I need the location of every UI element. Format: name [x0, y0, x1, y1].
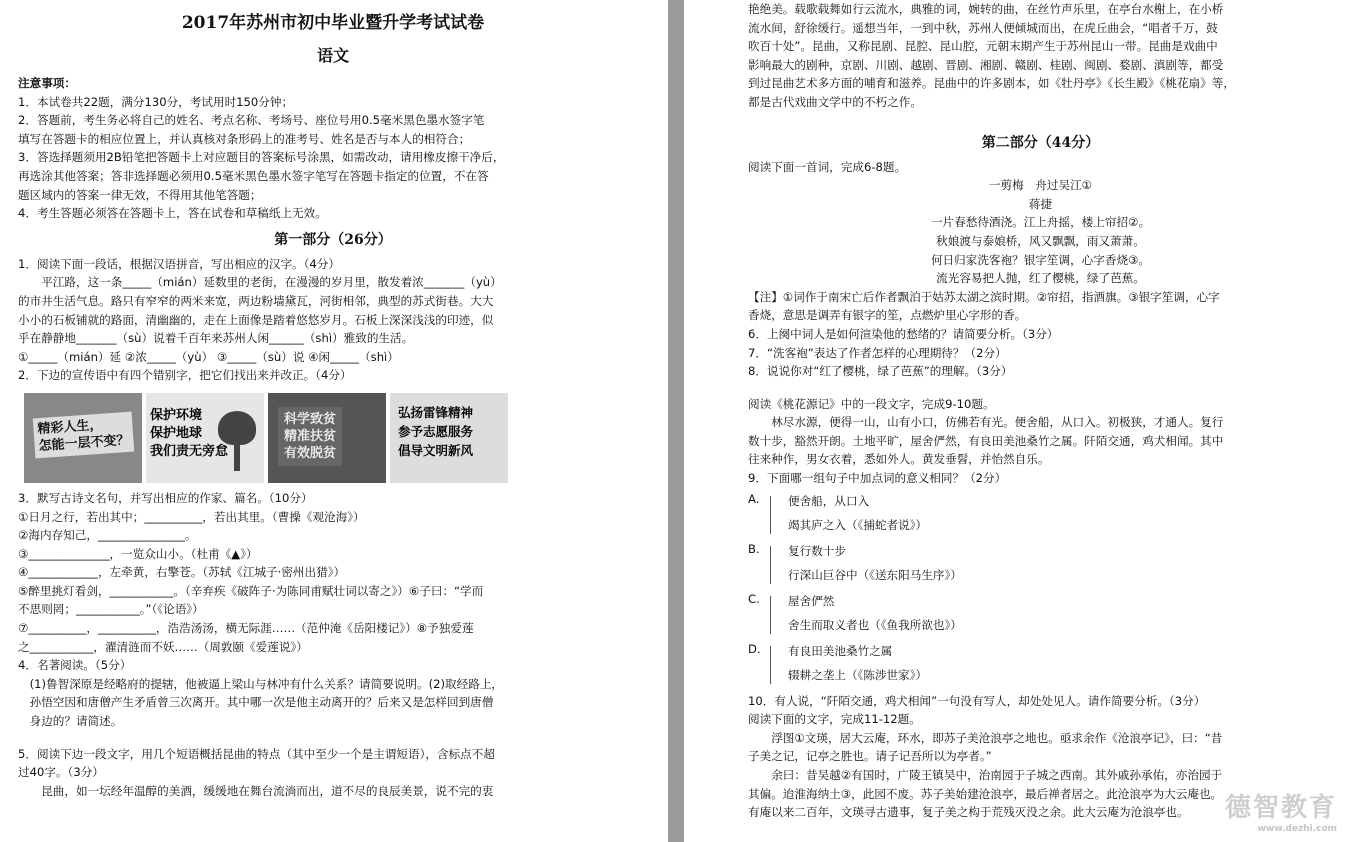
q3-line: ④____________，左牵黄，右擎苍。（苏轼《江城子·密州出猎》）	[18, 565, 346, 580]
canglang-line: 余曰：昔吴越②有国时，广陵王镇吴中，治南园于子城之西南。其外戚孙承佑，亦治园于	[771, 768, 1223, 783]
brace-icon	[770, 546, 779, 584]
exam-subject: 语文	[316, 46, 349, 65]
choice-sentence: 辍耕之垄上（《陈涉世家》）	[788, 667, 928, 682]
q6-prompt: 6．上阕中词人是如何渲染他的愁绪的？请简要分析。（3分）	[748, 326, 1059, 341]
taohuayuan-line: 数十步，豁然开朗。土地平旷，屋舍俨然，有良田美池桑竹之属。阡陌交通，鸡犬相闻。其中	[748, 433, 1224, 448]
q1-passage-line: 的市井生活气息。路只有窄窄的两米来宽，两边粉墙黛瓦，河街相邻，典型的苏式街巷。大大	[18, 293, 494, 308]
slogan-text: 我们责无旁怠	[150, 443, 229, 459]
kunqu-line: 都是古代戏曲文学中的不朽之作。	[748, 94, 922, 109]
q3-line: ⑦__________，__________，浩浩汤汤，横无际涯……（范仲淹《岳阳楼记》）⑧予独爱莲	[18, 621, 474, 636]
q3-line: 之___________，濯清涟而不妖……（周敦颐《爱莲说》）	[18, 639, 308, 654]
q8-prompt: 8．说说你对“红了樱桃，绿了芭蕉”的理解。（3分）	[748, 364, 1013, 379]
slogan-text: 保护地球	[150, 425, 203, 441]
q5-prompt: 过40字。（3分）	[18, 765, 104, 780]
q3-line: ①日月之行，若出其中；__________，若出其里。（曹操《观沧海》）	[18, 509, 365, 524]
slogan-photo-2	[146, 393, 264, 483]
q1-passage-line: 小小的石板铺就的路面，清幽幽的，走在上面像是踏着悠悠岁月。石板上深深浅浅的印迹，似	[18, 312, 494, 327]
notice-line: 再选涂其他答案；答非选择题必须用0.5毫米黑色墨水签字笔写在答题卡指定的位置，不在答	[18, 168, 489, 183]
q4-prompt: 4．名著阅读。（5分）	[18, 658, 132, 673]
q4-line: 孙悟空因和唐僧产生矛盾曾三次离开。其中哪一次是他主动离开的？后来又是怎样回到唐僧	[29, 695, 494, 710]
poem-intro: 阅读下面一首词，完成6-8题。	[748, 159, 907, 174]
brace-icon	[770, 646, 779, 684]
choice-sentence: 舍生而取义者也（《鱼我所欲也》）	[788, 617, 962, 632]
part2-heading: 第二部分（44分）	[981, 134, 1100, 151]
poem-note: 香烧，意思是调弄有银字的笙，点燃炉里心字形的香。	[748, 308, 1027, 323]
watermark-logo	[1225, 787, 1337, 834]
q1-passage-line: 乎在静静地_______（sù）说着千百年来苏州人闲______（shì）雅致的生活。	[18, 331, 414, 346]
brace-icon	[770, 596, 779, 634]
watermark-url: www.dezhi.com	[1257, 824, 1337, 834]
page-gutter	[668, 0, 684, 842]
notice-line: 2．答题前，考生务必将自己的姓名、考点名称、考场号、座位号用0.5毫米黑色墨水签字笔	[18, 113, 485, 128]
poem-line: 一片春愁待酒浇。江上舟摇，楼上帘招②。	[930, 215, 1151, 230]
q1-prompt: 1．阅读下面一段话，根据汉语拼音，写出相应的汉字。（4分）	[18, 256, 340, 271]
poem-line: 流光容易把人抛，红了樱桃，绿了芭蕉。	[936, 271, 1145, 286]
choice-label: C.	[748, 591, 760, 606]
kunqu-line: 影响最大的剧种，京剧、川剧、越剧、晋剧、湘剧、赣剧、桂剧、闽剧、婺剧、滇剧等，都受	[748, 57, 1224, 72]
slogan-photo-1	[24, 393, 142, 483]
kunqu-line: 吹百十处”。昆曲，又称昆剧、昆腔、昆山腔，元朝末期产生于苏州昆山一带。昆曲是戏曲中	[748, 39, 1218, 54]
slogan-text: 科学致贫	[284, 411, 337, 427]
notice-line: 1．本试卷共22题，满分130分，考试用时150分钟；	[18, 94, 294, 109]
notice-line: 填写在答题卡的相应位置上，并认真核对条形码上的准考号、姓名是否与本人的相符合；	[18, 131, 471, 146]
slogan-photo-3	[268, 393, 386, 483]
kunqu-line: 艳绝美。载歌载舞如行云流水，典雅的词，婉转的曲，在丝竹声乐里，在亭台水榭上，在小桥	[748, 2, 1224, 16]
choice-sentence: 屋舍俨然	[788, 593, 835, 608]
slogan-text: 精准扶贫	[284, 428, 337, 444]
choice-sentence: 有良田美池桑竹之属	[788, 643, 893, 658]
canglang-line: 其偏。迨淮海纳土③，此园不废。苏子美始建沧浪亭，最后禅者居之。此沧浪亭为大云庵也。	[748, 786, 1223, 801]
choice-label: A.	[748, 491, 760, 506]
q5-passage-line: 昆曲，如一坛经年温醇的美酒，缓缓地在舞台流淌而出，道不尽的良辰美景，说不完的衷	[41, 783, 494, 798]
q9-prompt: 9．下面哪一组句子中加点词的意义相同？（2分）	[748, 471, 1007, 486]
notice-heading: 注意事项：	[18, 76, 76, 90]
q11-intro: 阅读下面的文字，完成11-12题。	[748, 712, 921, 727]
slogan-text: 怎能一层不变？	[38, 432, 131, 455]
poem-note: 【注】①词作于南宋亡后作者飘泊于姑苏太湖之滨时期。②帘招，指酒旗。③银字笙调，心字	[748, 289, 1220, 304]
kunqu-line: 到过昆曲艺术多方面的哺育和滋养。昆曲中的许多剧本，如《牡丹亭》《长生殿》《桃花扇》等，	[748, 76, 1235, 91]
q2-prompt: 2．下边的宣传语中有四个错别字，把它们找出来并改正。（4分）	[18, 368, 352, 383]
q4-line: 身边的？请简述。	[29, 714, 123, 729]
notice-line: 4．考生答题必须答在答题卡上，答在试卷和草稿纸上无效。	[18, 206, 327, 221]
q3-line: ③______________，一览众山小。（杜甫《▲》）	[18, 546, 258, 561]
slogan-text: 参予志愿服务	[398, 423, 474, 439]
slogan-text: 弘扬雷锋精神	[398, 404, 474, 420]
slogan-photo-4	[390, 393, 508, 483]
slogan-text: 倡导文明新风	[398, 442, 474, 458]
exam-title: 2017年苏州市初中毕业暨升学考试试卷	[181, 13, 485, 33]
q9-choice-b	[748, 542, 1333, 588]
canglang-line: 浮图①文瑛，居大云庵，环水，即苏子美沧浪亭之地也。亟求余作《沧浪亭记》，曰：“昔	[771, 730, 1223, 745]
slogan-text: 精彩人生，	[36, 417, 103, 438]
poem-title: 一剪梅 舟过吴江①	[988, 178, 1093, 193]
poem-author: 蒋捷	[1028, 196, 1053, 211]
q1-passage-line: 平江路，这一条_____（mián）延数里的老街，在漫漫的岁月里，散发着浓_______（yù）	[41, 275, 502, 290]
q3-line: ⑤醉里挑灯看剑，___________。（辛弃疾《破阵子·为陈同甫赋壮词以寄之》）⑥子曰：“学而	[18, 583, 484, 598]
q1-answer-blanks: ①_____（mián）延 ②浓_____（yù） ③_____（sù）说 ④闲_____（shì）	[18, 349, 399, 364]
q9-choice-d	[748, 642, 1333, 688]
poem-line: 秋娘渡与泰娘桥，风又飘飘，雨又萧萧。	[936, 233, 1145, 248]
brace-icon	[770, 496, 779, 534]
kunqu-line: 流水间，舒徐缓行。遥想当年，一到中秋，苏州人便倾城而出，在虎丘曲会，“唱者千万，鼓	[748, 20, 1218, 35]
choice-label: B.	[748, 541, 760, 556]
q9-choice-c	[748, 592, 1333, 638]
part1-heading: 第一部分（26分）	[274, 231, 392, 248]
slogan-text: 有效脱贫	[284, 445, 337, 461]
notice-line: 题区域内的答案一律无效，不得用其他笔答题；	[18, 187, 262, 202]
taohuayuan-line: 往来种作，男女衣着，悉如外人。黄发垂髫，并怡然自乐。	[748, 452, 1050, 467]
q3-line: ②海内存知己，_______________。	[18, 528, 197, 543]
q7-prompt: 7．“洗客袍”表达了作者怎样的心理期待？（2分）	[748, 345, 1007, 360]
page-right	[684, 0, 1351, 842]
q9-choice-a	[748, 492, 1333, 538]
poem-line: 何日归家洗客袍？银字笙调，心字香烧③。	[930, 252, 1151, 267]
slogan-images	[24, 393, 648, 483]
choice-sentence: 行深山巨谷中（《送东阳马生序》）	[788, 567, 962, 582]
choice-sentence: 便舍船，从口入	[788, 493, 870, 508]
watermark-text: 德智教育	[1224, 793, 1337, 823]
choice-label: D.	[748, 641, 761, 656]
q3-prompt: 3．默写古诗文名句，并写出相应的作家、篇名。（10分）	[18, 490, 313, 505]
q10-prompt: 10．有人说，“阡陌交通，鸡犬相闻”一句没有写人，却处处见人。请作简要分析。（3分）	[748, 693, 1206, 708]
canglang-line: 子美之记，记亭之胜也。请子记吾所以为亭者。”	[748, 749, 992, 764]
canglang-line: 有庵以来二百年，文瑛寻古遗事，复子美之构于荒残灭没之余。此大云庵为沧浪亭也。	[748, 805, 1189, 820]
page-left	[0, 0, 668, 842]
notice-line: 3．答选择题须用2B铅笔把答题卡上对应题目的答案标号涂黑，如需改动，请用橡皮擦干净后，	[18, 150, 505, 165]
q4-line: (1)鲁智深原是经略府的提辖，他被逼上梁山与林冲有什么关系？请简要说明。(2)取经路上，	[29, 676, 504, 691]
choice-sentence: 竭其庐之入（《捕蛇者说》）	[788, 517, 928, 532]
taohuayuan-line: 林尽水源，便得一山，山有小口，仿佛若有光。便舍船，从口入。初极狭，才通人。复行	[771, 415, 1224, 430]
choice-sentence: 复行数十步	[788, 543, 846, 558]
q5-prompt: 5．阅读下边一段文字，用几个短语概括昆曲的特点（其中至少一个是主谓短语），含标点不超	[18, 746, 495, 761]
q3-line: 不思则罔；___________。”（《论语》）	[18, 602, 204, 617]
slogan-text: 保护环境	[150, 407, 203, 423]
taohuayuan-intro: 阅读《桃花源记》中的一段文字，完成9-10题。	[748, 396, 995, 411]
